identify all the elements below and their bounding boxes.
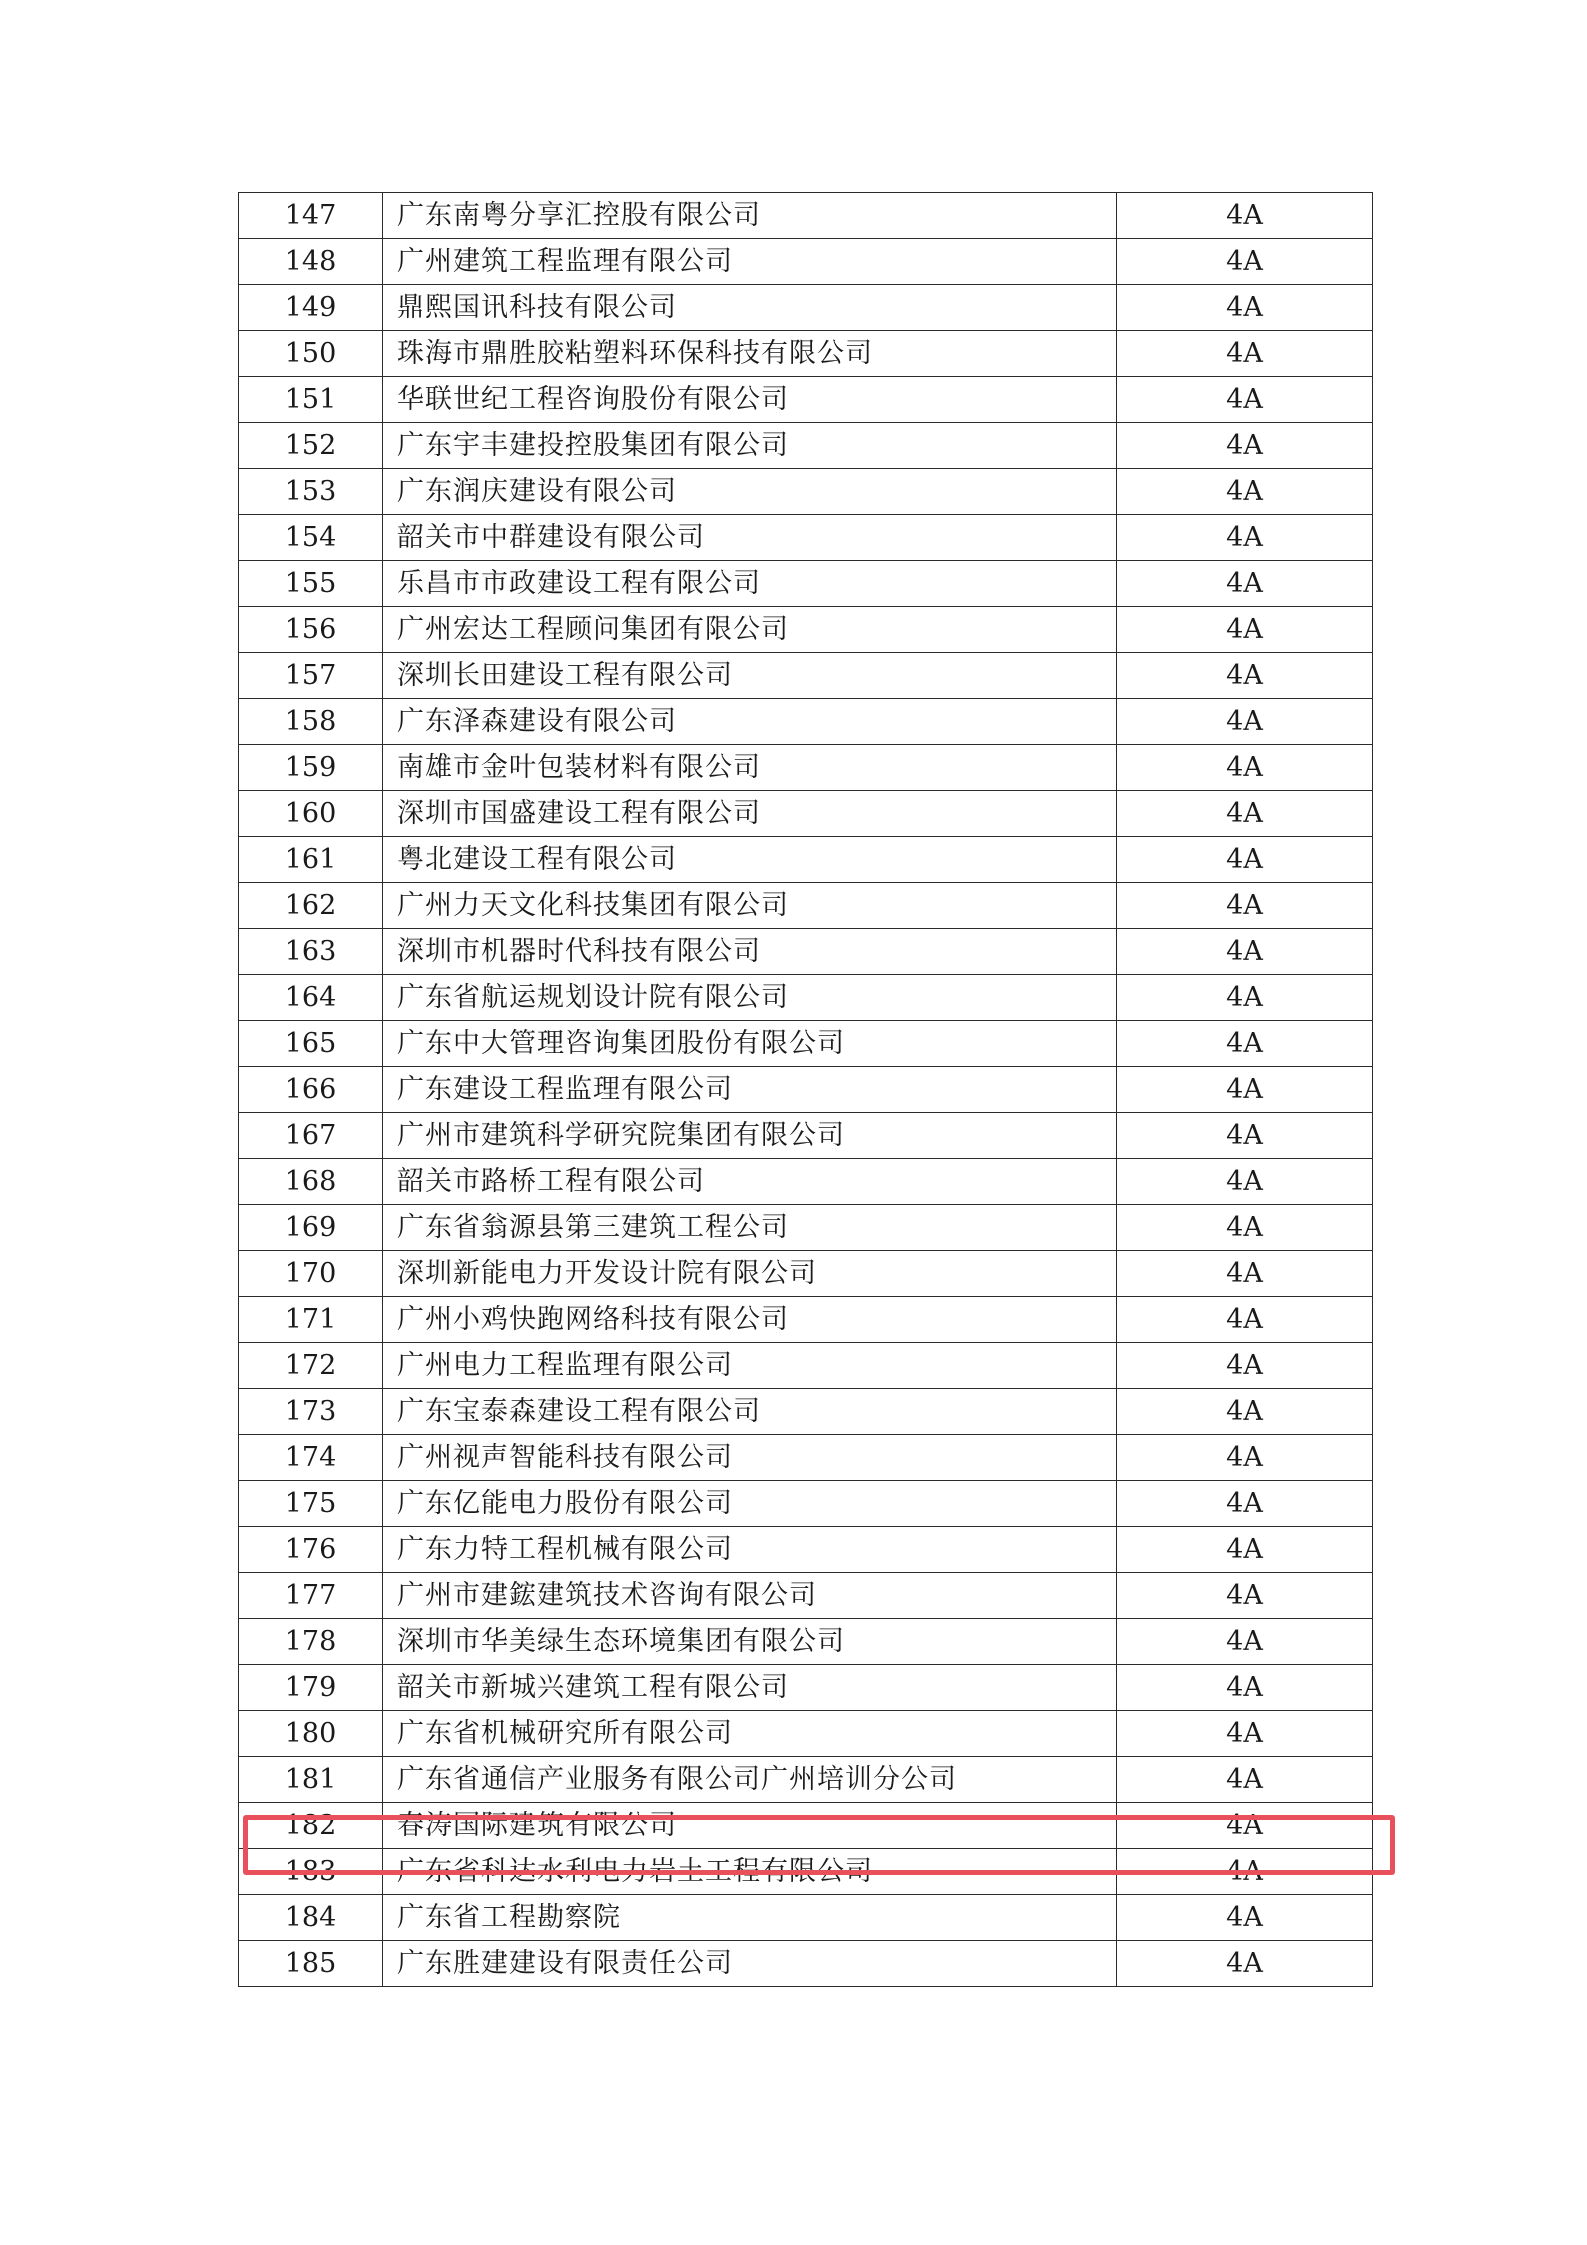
company-name-cell: 韶关市新城兴建筑工程有限公司 <box>383 1665 1117 1711</box>
table-row <box>239 1389 1373 1435</box>
company-name-cell: 韶关市中群建设有限公司 <box>383 515 1117 561</box>
rating-level-cell: 4A <box>1117 1435 1373 1481</box>
table-row <box>239 1435 1373 1481</box>
company-name-cell: 韶关市路桥工程有限公司 <box>383 1159 1117 1205</box>
row-number-cell: 156 <box>239 607 383 653</box>
company-name-cell: 粤北建设工程有限公司 <box>383 837 1117 883</box>
table-row <box>239 1205 1373 1251</box>
company-name-cell: 广东省工程勘察院 <box>383 1895 1117 1941</box>
company-name-cell: 深圳市华美绿生态环境集团有限公司 <box>383 1619 1117 1665</box>
company-name-cell: 广东建设工程监理有限公司 <box>383 1067 1117 1113</box>
table-row <box>239 929 1373 975</box>
rating-level-cell: 4A <box>1117 1021 1373 1067</box>
table-row <box>239 1343 1373 1389</box>
company-name-cell: 广东亿能电力股份有限公司 <box>383 1481 1117 1527</box>
row-number-cell: 175 <box>239 1481 383 1527</box>
row-number-cell: 185 <box>239 1941 383 1987</box>
row-number-cell: 163 <box>239 929 383 975</box>
rating-level-cell: 4A <box>1117 1895 1373 1941</box>
table-body <box>239 193 1373 1987</box>
rating-level-cell: 4A <box>1117 1803 1373 1849</box>
company-name-cell: 广东泽森建设有限公司 <box>383 699 1117 745</box>
rating-level-cell: 4A <box>1117 883 1373 929</box>
row-number-cell: 162 <box>239 883 383 929</box>
row-number-cell: 184 <box>239 1895 383 1941</box>
row-number-cell: 182 <box>239 1803 383 1849</box>
rating-level-cell: 4A <box>1117 1527 1373 1573</box>
rating-level-cell: 4A <box>1117 239 1373 285</box>
table-row <box>239 1665 1373 1711</box>
table-row <box>239 469 1373 515</box>
rating-level-cell: 4A <box>1117 1113 1373 1159</box>
rating-level-cell: 4A <box>1117 975 1373 1021</box>
company-name-cell: 珠海市鼎胜胶粘塑料环保科技有限公司 <box>383 331 1117 377</box>
row-number-cell: 177 <box>239 1573 383 1619</box>
row-number-cell: 154 <box>239 515 383 561</box>
row-number-cell: 161 <box>239 837 383 883</box>
rating-level-cell: 4A <box>1117 1941 1373 1987</box>
table-row <box>239 837 1373 883</box>
table-row <box>239 883 1373 929</box>
table-row <box>239 1527 1373 1573</box>
rating-level-cell: 4A <box>1117 1297 1373 1343</box>
company-name-cell: 广东省通信产业服务有限公司广州培训分公司 <box>383 1757 1117 1803</box>
row-number-cell: 147 <box>239 193 383 239</box>
company-name-cell: 广州市建鋐建筑技术咨询有限公司 <box>383 1573 1117 1619</box>
company-name-cell: 深圳新能电力开发设计院有限公司 <box>383 1251 1117 1297</box>
rating-level-cell: 4A <box>1117 1573 1373 1619</box>
table-row <box>239 975 1373 1021</box>
rating-level-cell: 4A <box>1117 561 1373 607</box>
company-name-cell: 广州小鸡快跑网络科技有限公司 <box>383 1297 1117 1343</box>
rating-level-cell: 4A <box>1117 1757 1373 1803</box>
table-row <box>239 1021 1373 1067</box>
row-number-cell: 178 <box>239 1619 383 1665</box>
company-name-cell: 广东润庆建设有限公司 <box>383 469 1117 515</box>
company-name-cell: 广东省翁源县第三建筑工程公司 <box>383 1205 1117 1251</box>
rating-level-cell: 4A <box>1117 423 1373 469</box>
row-number-cell: 153 <box>239 469 383 515</box>
company-name-cell: 深圳长田建设工程有限公司 <box>383 653 1117 699</box>
rating-level-cell: 4A <box>1117 1251 1373 1297</box>
rating-level-cell: 4A <box>1117 1481 1373 1527</box>
company-name-cell: 广州建筑工程监理有限公司 <box>383 239 1117 285</box>
rating-level-cell: 4A <box>1117 469 1373 515</box>
company-name-cell: 广州电力工程监理有限公司 <box>383 1343 1117 1389</box>
table-row <box>239 1895 1373 1941</box>
table-row <box>239 607 1373 653</box>
row-number-cell: 164 <box>239 975 383 1021</box>
company-name-cell: 深圳市机器时代科技有限公司 <box>383 929 1117 975</box>
company-rating-table <box>238 192 1373 1987</box>
table-row <box>239 285 1373 331</box>
company-name-cell: 春涛国际建筑有限公司 <box>383 1803 1117 1849</box>
rating-level-cell: 4A <box>1117 837 1373 883</box>
table-row <box>239 699 1373 745</box>
rating-level-cell: 4A <box>1117 1619 1373 1665</box>
company-name-cell: 广州视声智能科技有限公司 <box>383 1435 1117 1481</box>
table-row <box>239 1849 1373 1895</box>
company-name-cell: 广州市建筑科学研究院集团有限公司 <box>383 1113 1117 1159</box>
rating-level-cell: 4A <box>1117 653 1373 699</box>
row-number-cell: 181 <box>239 1757 383 1803</box>
table-row <box>239 377 1373 423</box>
table-row <box>239 331 1373 377</box>
company-name-cell: 广东中大管理咨询集团股份有限公司 <box>383 1021 1117 1067</box>
table-row <box>239 791 1373 837</box>
company-name-cell: 广东宝泰森建设工程有限公司 <box>383 1389 1117 1435</box>
company-name-cell: 广东力特工程机械有限公司 <box>383 1527 1117 1573</box>
row-number-cell: 148 <box>239 239 383 285</box>
rating-level-cell: 4A <box>1117 1067 1373 1113</box>
row-number-cell: 183 <box>239 1849 383 1895</box>
table-row <box>239 653 1373 699</box>
rating-level-cell: 4A <box>1117 1849 1373 1895</box>
rating-level-cell: 4A <box>1117 929 1373 975</box>
row-number-cell: 158 <box>239 699 383 745</box>
rating-level-cell: 4A <box>1117 607 1373 653</box>
rating-level-cell: 4A <box>1117 515 1373 561</box>
rating-level-cell: 4A <box>1117 745 1373 791</box>
table-row <box>239 1757 1373 1803</box>
row-number-cell: 167 <box>239 1113 383 1159</box>
company-name-cell: 广东省机械研究所有限公司 <box>383 1711 1117 1757</box>
rating-level-cell: 4A <box>1117 1389 1373 1435</box>
row-number-cell: 155 <box>239 561 383 607</box>
rating-level-cell: 4A <box>1117 377 1373 423</box>
table-row <box>239 1711 1373 1757</box>
table-row <box>239 1619 1373 1665</box>
company-name-cell: 乐昌市市政建设工程有限公司 <box>383 561 1117 607</box>
row-number-cell: 169 <box>239 1205 383 1251</box>
row-number-cell: 165 <box>239 1021 383 1067</box>
table-row <box>239 745 1373 791</box>
company-name-cell: 广东宇丰建投控股集团有限公司 <box>383 423 1117 469</box>
rating-level-cell: 4A <box>1117 331 1373 377</box>
table-row <box>239 1573 1373 1619</box>
rating-level-cell: 4A <box>1117 1711 1373 1757</box>
row-number-cell: 166 <box>239 1067 383 1113</box>
row-number-cell: 171 <box>239 1297 383 1343</box>
table-row <box>239 1941 1373 1987</box>
company-name-cell: 广东南粤分享汇控股有限公司 <box>383 193 1117 239</box>
row-number-cell: 157 <box>239 653 383 699</box>
table-row-highlighted <box>239 1803 1373 1849</box>
row-number-cell: 149 <box>239 285 383 331</box>
rating-level-cell: 4A <box>1117 1159 1373 1205</box>
table-row <box>239 1297 1373 1343</box>
row-number-cell: 151 <box>239 377 383 423</box>
company-name-cell: 鼎熙国讯科技有限公司 <box>383 285 1117 331</box>
company-name-cell: 深圳市国盛建设工程有限公司 <box>383 791 1117 837</box>
company-name-cell: 广州力天文化科技集团有限公司 <box>383 883 1117 929</box>
rating-level-cell: 4A <box>1117 285 1373 331</box>
company-name-cell: 广州宏达工程顾问集团有限公司 <box>383 607 1117 653</box>
table-row <box>239 1159 1373 1205</box>
company-name-cell: 华联世纪工程咨询股份有限公司 <box>383 377 1117 423</box>
row-number-cell: 168 <box>239 1159 383 1205</box>
row-number-cell: 179 <box>239 1665 383 1711</box>
company-name-cell: 南雄市金叶包装材料有限公司 <box>383 745 1117 791</box>
row-number-cell: 176 <box>239 1527 383 1573</box>
rating-level-cell: 4A <box>1117 193 1373 239</box>
table-row <box>239 515 1373 561</box>
row-number-cell: 174 <box>239 1435 383 1481</box>
company-name-cell: 广东省航运规划设计院有限公司 <box>383 975 1117 1021</box>
company-name-cell: 广东胜建建设有限责任公司 <box>383 1941 1117 1987</box>
table-row <box>239 1067 1373 1113</box>
table-row <box>239 1481 1373 1527</box>
row-number-cell: 170 <box>239 1251 383 1297</box>
table-row <box>239 561 1373 607</box>
row-number-cell: 150 <box>239 331 383 377</box>
rating-level-cell: 4A <box>1117 791 1373 837</box>
company-name-cell: 广东省科达水利电力岩土工程有限公司 <box>383 1849 1117 1895</box>
row-number-cell: 173 <box>239 1389 383 1435</box>
table-row <box>239 1113 1373 1159</box>
rating-level-cell: 4A <box>1117 1665 1373 1711</box>
row-number-cell: 159 <box>239 745 383 791</box>
row-number-cell: 152 <box>239 423 383 469</box>
row-number-cell: 160 <box>239 791 383 837</box>
row-number-cell: 172 <box>239 1343 383 1389</box>
table-row <box>239 1251 1373 1297</box>
table-row <box>239 193 1373 239</box>
rating-level-cell: 4A <box>1117 1205 1373 1251</box>
rating-level-cell: 4A <box>1117 699 1373 745</box>
table-row <box>239 239 1373 285</box>
rating-level-cell: 4A <box>1117 1343 1373 1389</box>
row-number-cell: 180 <box>239 1711 383 1757</box>
table-row <box>239 423 1373 469</box>
